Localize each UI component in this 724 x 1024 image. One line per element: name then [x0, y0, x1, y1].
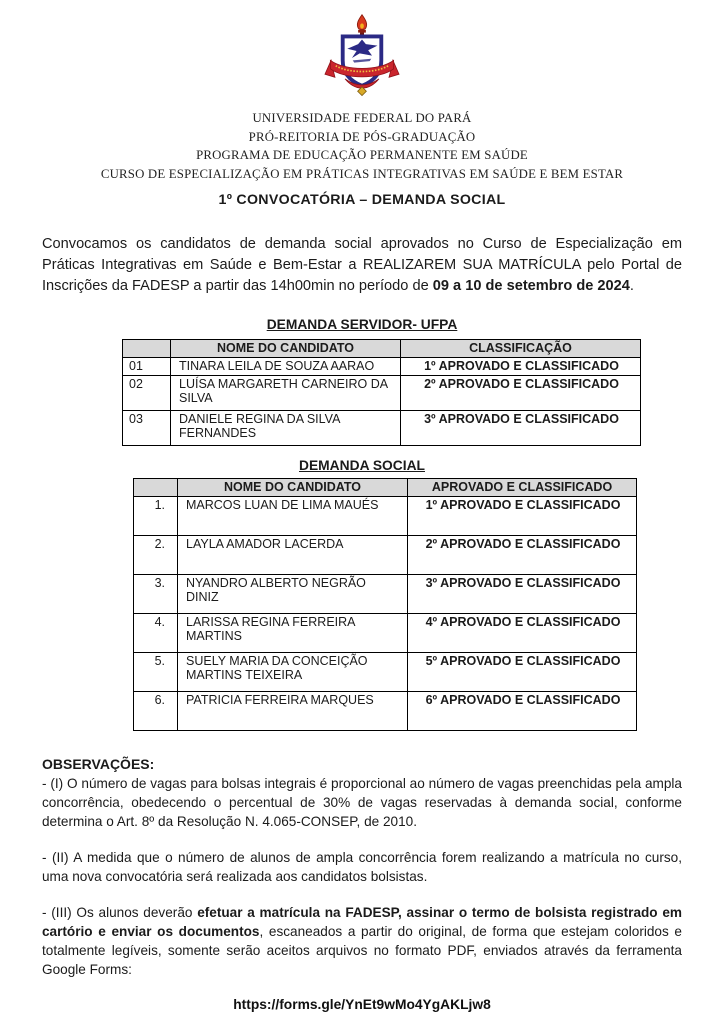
observation-item-3	[42, 903, 682, 979]
table-row	[134, 497, 637, 536]
ufpa-coat-of-arms-logo	[323, 14, 401, 102]
candidate-number: 03	[123, 411, 171, 446]
social-corner-cell	[134, 479, 178, 497]
candidate-number: 02	[123, 376, 171, 411]
observation-item-1: - (I) O número de vagas para bolsas integrais é proporcional ao número de vagas preenchidas pela ampla concorrência, obedecendo o percentual de 30% de vagas reservadas à demanda social, conforme determina o Art. 8º da Resolução N. 4.065-CONSEP, de 2010.	[42, 776, 682, 829]
candidate-name: DANIELE REGINA DA SILVA FERNANDES	[171, 411, 401, 446]
table-row	[134, 575, 637, 614]
table-row	[134, 692, 637, 731]
candidate-number: 1.	[134, 497, 178, 536]
candidate-number: 3.	[134, 575, 178, 614]
classification-status: 3º APROVADO E CLASSIFICADO	[401, 411, 641, 446]
obs3-bold-text: efetuar a matrícula na FADESP, assinar o termo de bolsista registrado em cartório e enviar os documentos	[42, 905, 682, 939]
classification-status: 6º APROVADO E CLASSIFICADO	[408, 692, 637, 731]
document-title: 1º CONVOCATÓRIA – DEMANDA SOCIAL	[218, 192, 506, 208]
classification-status: 2º APROVADO E CLASSIFICADO	[401, 376, 641, 411]
candidate-number: 6.	[134, 692, 178, 731]
classification-status: 4º APROVADO E CLASSIFICADO	[408, 614, 637, 653]
classification-status: 1º APROVADO E CLASSIFICADO	[401, 358, 641, 376]
logo-container	[42, 14, 682, 107]
servidor-table-heading: DEMANDA SERVIDOR- UFPA	[266, 317, 458, 332]
org-line-proreitoria: PRÓ-REITORIA DE PÓS-GRADUAÇÃO	[248, 129, 476, 144]
candidate-name: LAYLA AMADOR LACERDA	[178, 536, 408, 575]
candidate-name: LUÍSA MARGARETH CARNEIRO DA SILVA	[171, 376, 401, 411]
org-line-curso: CURSO DE ESPECIALIZAÇÃO EM PRÁTICAS INTEGRATIVAS EM SAÚDE E BEM ESTAR	[100, 166, 624, 181]
social-table	[133, 478, 637, 731]
org-line-programa: PROGRAMA DE EDUCAÇÃO PERMANENTE EM SAÚDE	[196, 148, 528, 162]
observations-section	[42, 755, 682, 979]
intro-text: Convocamos os candidatos de demanda social aprovados no Curso de Especialização em Práticas Integrativas em Saúde e Bem-Estar a REALIZAREM SUA MATRÍCULA pelo Portal de Inscrições da FADESP a partir das 14h00min no período de	[42, 236, 682, 294]
obs3-text-before: - (III) Os alunos deverão	[42, 905, 198, 920]
candidate-number: 5.	[134, 653, 178, 692]
org-line-university: UNIVERSIDADE FEDERAL DO PARÁ	[252, 111, 472, 125]
google-forms-link[interactable]: https://forms.gle/YnEt9wMo4YgAKLjw8	[233, 997, 491, 1012]
social-table-heading: DEMANDA SOCIAL	[299, 458, 425, 473]
intro-paragraph	[42, 234, 682, 297]
candidate-name: MARCOS LUAN DE LIMA MAUÉS	[178, 497, 408, 536]
table-row	[134, 653, 637, 692]
shield-icon	[343, 36, 382, 85]
candidate-name: TINARA LEILA DE SOUZA AARAO	[171, 358, 401, 376]
intro-dates-bold: 09 a 10 de setembro de 2024	[432, 278, 630, 294]
obs3-text-after: , escaneados a partir do original, de forma que estejam coloridos e totalmente legíveis, somente serão aceitos arquivos no formato PDF, enviados através da ferramenta Google Forms:	[42, 924, 682, 977]
servidor-status-header: CLASSIFICAÇÃO	[401, 340, 641, 358]
candidate-name: NYANDRO ALBERTO NEGRÃO DINIZ	[178, 575, 408, 614]
candidate-name: SUELY MARIA DA CONCEIÇÃO MARTINS TEIXEIRA	[178, 653, 408, 692]
candidate-number: 01	[123, 358, 171, 376]
candidate-name: PATRICIA FERREIRA MARQUES	[178, 692, 408, 731]
table-row	[123, 358, 641, 376]
servidor-header-row	[123, 340, 641, 358]
table-row	[134, 614, 637, 653]
table-row	[123, 376, 641, 411]
classification-status: 1º APROVADO E CLASSIFICADO	[408, 497, 637, 536]
classification-status: 3º APROVADO E CLASSIFICADO	[408, 575, 637, 614]
classification-status: 2º APROVADO E CLASSIFICADO	[408, 536, 637, 575]
observation-item-2: - (II) A medida que o número de alunos de ampla concorrência forem realizando a matrícula no curso, uma nova convocatória será realizada aos candidatos bolsistas.	[42, 850, 682, 884]
classification-status: 5º APROVADO E CLASSIFICADO	[408, 653, 637, 692]
candidate-name: LARISSA REGINA FERREIRA MARTINS	[178, 614, 408, 653]
institution-header	[42, 109, 682, 183]
social-status-header: APROVADO E CLASSIFICADO	[408, 479, 637, 497]
social-name-header: NOME DO CANDIDATO	[178, 479, 408, 497]
table-row	[134, 536, 637, 575]
intro-suffix: .	[629, 278, 634, 294]
candidate-number: 2.	[134, 536, 178, 575]
social-header-row	[134, 479, 637, 497]
candidate-number: 4.	[134, 614, 178, 653]
servidor-name-header: NOME DO CANDIDATO	[171, 340, 401, 358]
servidor-corner-cell	[123, 340, 171, 358]
servidor-table	[122, 339, 641, 446]
flame-icon	[357, 15, 366, 36]
observations-heading: OBSERVAÇÕES:	[42, 756, 155, 772]
table-row	[123, 411, 641, 446]
